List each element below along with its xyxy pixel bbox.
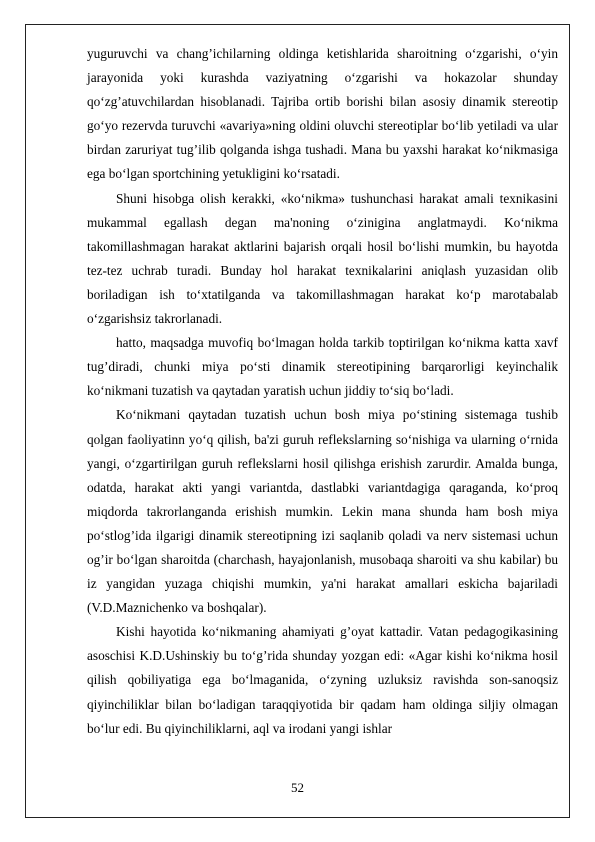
paragraph-1: yuguruvchi va chang’ichilarning oldinga ketishlarida sharoitning o‘zgarishi, o‘yin jarayonida yoki kurashda vaziyatning o‘zgarishi va hokazolar shunday qo‘zg’atuvchilardan hisoblanadi. Tajriba ortib borishi bilan asosiy dinamik stereotip go‘yo rezervda turuvchi «avariya»ning oldini oluvchi stereotiplar bo‘lib yetiladi va ular birdan zaruriyat tug’ilib qolganda ishga tushadi. Mana bu yaxshi harakat ko‘nikmasiga ega bo‘lgan sportchining yetukligini ko‘rsatadi. <box>87 46 558 182</box>
page-number: 52 <box>291 780 304 795</box>
paragraph-2: Shuni hisobga olish kerakki, «ko‘nikma» tushunchasi harakat amali texnikasini mukammal egallash degan ma'noning o‘zinigina anglatmaydi. Ko‘nikma takomillashmagan harakat aktlarini bajarish orqali hosil bo‘lishi mumkin, bu hayotda tez-tez uchrab turadi. Bunday hol harakat texnikalarini aniqlash yuzasidan olib boriladigan ish to‘xtatilganda va takomillashmagan harakat ko‘p marotabalab o‘zgarishsiz takrorlanadi. <box>87 190 558 327</box>
document-body <box>87 42 558 741</box>
paragraph-4: Ko‘nikmani qaytadan tuzatish uchun bosh miya po‘stining sistemaga tushib qolgan faoliyatinn yo‘q qilish, ba'zi guruh reflekslarning so‘nishiga va ularning o‘rnida yangi, o‘zgartirilgan guruh reflekslarni hosil qilishga erishish zarurdir. Amalda bunga, odatda, harakat akti yangi variantda, dastlabki variantdagiga qaraganda, ko‘proq miqdorda takrorlanganda erishish mumkin. Lekin mana shunda ham bosh miya po‘stlog’ida ilgarigi dinamik stereotipning izi saqlanib qoladi va nerv sistemasi uchun og’ir bo‘lgan sharoitda (charchash, hayajonlanish, musobaqa sharoiti va shu kabilar) bu iz yangidan yuzaga chiqishi mumkin, ya'ni harakat amallari eskicha bajariladi (V.D.Maznichenko va boshqalar). <box>87 407 558 616</box>
paragraph-3: hatto, maqsadga muvofiq bo‘lmagan holda tarkib toptirilgan ko‘nikma katta xavf tug’diradi, chunki miya po‘sti dinamik stereotipining barqarorligi keyinchalik ko‘nikmani tuzatish va qaytadan yaratish uchun jiddiy to‘siq bo‘ladi. <box>87 335 558 399</box>
paragraph-5: Kishi hayotida ko‘nikmaning ahamiyati g’oyat kattadir. Vatan pedagogikasining asoschisi K.D.Ushinskiy bu to‘g’rida shunday yozgan edi: «Agar kishi ko‘nikma hosil qilish qobiliyatiga ega bo‘lmaganida, o‘zyning uzluksiz ravishda son-sanoqsiz qiyinchiliklar bilan bo‘ladigan taraqqiyotida bir qadam ham oldinga siljiy olmagan bo‘lur edi. Bu qiyinchiliklarni, aql va irodani yangi ishlar <box>87 624 558 736</box>
